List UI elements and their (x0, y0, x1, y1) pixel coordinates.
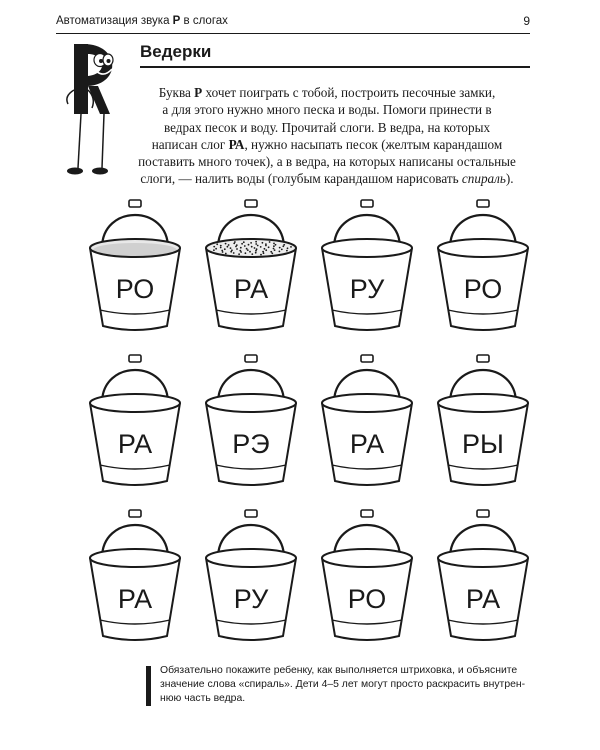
bucket-icon (196, 198, 306, 338)
header-divider (56, 33, 530, 34)
bucket-5[interactable] (80, 353, 190, 493)
bucket-icon (312, 353, 422, 493)
parent-note (146, 664, 530, 708)
bucket-10[interactable] (196, 508, 306, 648)
bucket-syllable: РА (465, 584, 501, 614)
bucket-2[interactable] (196, 198, 306, 338)
bucket-syllable: РУ (349, 274, 385, 304)
bucket-12[interactable] (428, 508, 538, 648)
bucket-icon (428, 508, 538, 648)
bucket-icon (312, 508, 422, 648)
bucket-icon (196, 353, 306, 493)
bucket-icon (80, 353, 190, 493)
bucket-3[interactable] (312, 198, 422, 338)
header-title-text-end: в слогах (180, 15, 228, 27)
bucket-syllable: РЫ (462, 429, 504, 459)
header-title (56, 14, 228, 28)
bucket-syllable: РА (349, 429, 385, 459)
bucket-7[interactable] (312, 353, 422, 493)
bucket-syllable: РУ (233, 584, 269, 614)
bucket-syllable: РО (463, 274, 503, 304)
note-text: Обязательно покажите ребенку, как выполняется штриховка, и объясните значение слова «спираль». Дети 4–5 лет могут просто раскрасить внутрен- нюю часть ведра. (160, 665, 526, 705)
bucket-1[interactable] (80, 198, 190, 338)
bucket-11[interactable] (312, 508, 422, 648)
title-divider (140, 66, 530, 68)
bucket-icon (312, 198, 422, 338)
page-number: 9 (523, 14, 530, 28)
header-title-letter: Р (172, 15, 181, 27)
bucket-syllable: РО (347, 584, 387, 614)
bucket-grid (70, 198, 536, 638)
bucket-9[interactable] (80, 508, 190, 648)
bucket-syllable: РО (115, 274, 155, 304)
bucket-syllable: РА (117, 429, 153, 459)
letter-r-character-icon (62, 40, 126, 180)
bucket-syllable: РА (233, 274, 269, 304)
note-marker-bar (146, 666, 151, 706)
bucket-icon (428, 353, 538, 493)
bucket-8[interactable] (428, 353, 538, 493)
bucket-icon (80, 198, 190, 338)
bucket-icon (196, 508, 306, 648)
bucket-6[interactable] (196, 353, 306, 493)
bucket-syllable: РА (117, 584, 153, 614)
bucket-syllable: РЭ (232, 429, 270, 459)
bucket-icon (428, 198, 538, 338)
page-header (56, 14, 530, 30)
section-title: Ведерки (140, 42, 212, 61)
bucket-4[interactable] (428, 198, 538, 338)
instructions-text: Буква Р хочет поиграть с тобой, построить песочные замки, а для этого нужно много песка и воды. Помоги принести в ведрах песок и воду. Прочитай слоги. В ведра, на которых написан слог РА, нужно насыпать песок (желтым карандашом поставить много точек), а в ведра, на которых написаны остальные слоги, — налить воды (голубым карандашом нарисовать спираль). (138, 85, 516, 187)
header-title-text: Автоматизация звука (56, 15, 173, 27)
bucket-icon (80, 508, 190, 648)
